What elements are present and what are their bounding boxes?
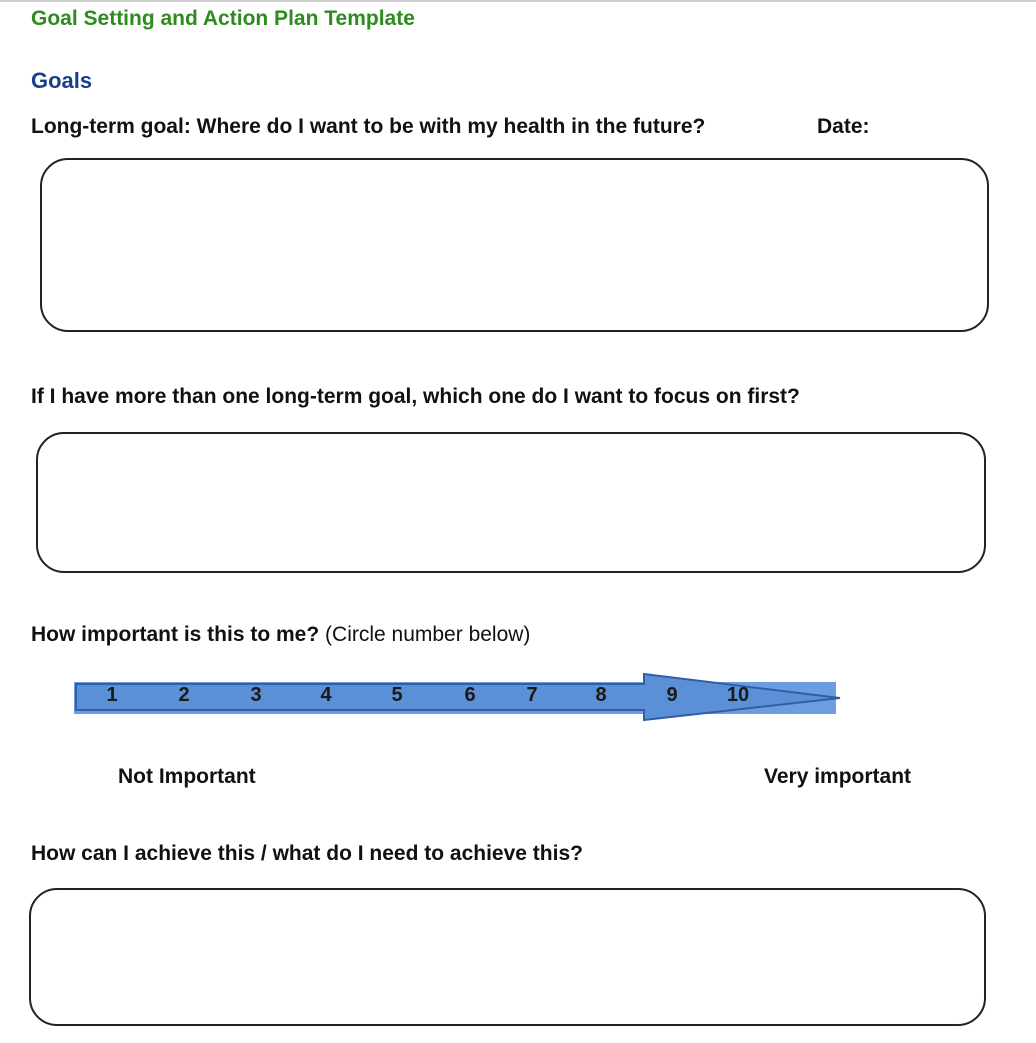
section-heading-goals: Goals [31, 68, 93, 93]
top-divider [0, 0, 1036, 2]
scale-number-5[interactable]: 5 [391, 684, 403, 706]
scale-low-label: Not Important [118, 765, 256, 788]
scale-number-10[interactable]: 10 [726, 684, 750, 706]
scale-number-9[interactable]: 9 [666, 684, 678, 706]
scale-number-2[interactable]: 2 [178, 684, 190, 706]
scale-number-6[interactable]: 6 [464, 684, 476, 706]
long-term-goal-answer-box[interactable] [40, 158, 989, 332]
long-term-goal-question: Long-term goal: Where do I want to be with my health in the future? [31, 115, 706, 138]
achieve-question: How can I achieve this / what do I need to achieve this? [31, 842, 583, 865]
scale-number-3[interactable]: 3 [250, 684, 262, 706]
importance-question-text: How important is this to me? [31, 623, 320, 646]
scale-number-1[interactable]: 1 [106, 684, 118, 706]
focus-goal-question: If I have more than one long-term goal, which one do I want to focus on first? [31, 385, 800, 408]
achieve-answer-box[interactable] [29, 888, 986, 1026]
scale-number-8[interactable]: 8 [595, 684, 607, 706]
importance-scale [74, 672, 844, 722]
document-title: Goal Setting and Action Plan Template [31, 7, 415, 30]
importance-instruction: (Circle number below) [325, 623, 531, 646]
focus-goal-answer-box[interactable] [36, 432, 986, 573]
scale-high-label: Very important [764, 765, 912, 788]
scale-number-4[interactable]: 4 [320, 684, 332, 706]
importance-question [31, 623, 530, 647]
scale-number-7[interactable]: 7 [526, 684, 538, 706]
date-label: Date: [817, 115, 870, 138]
